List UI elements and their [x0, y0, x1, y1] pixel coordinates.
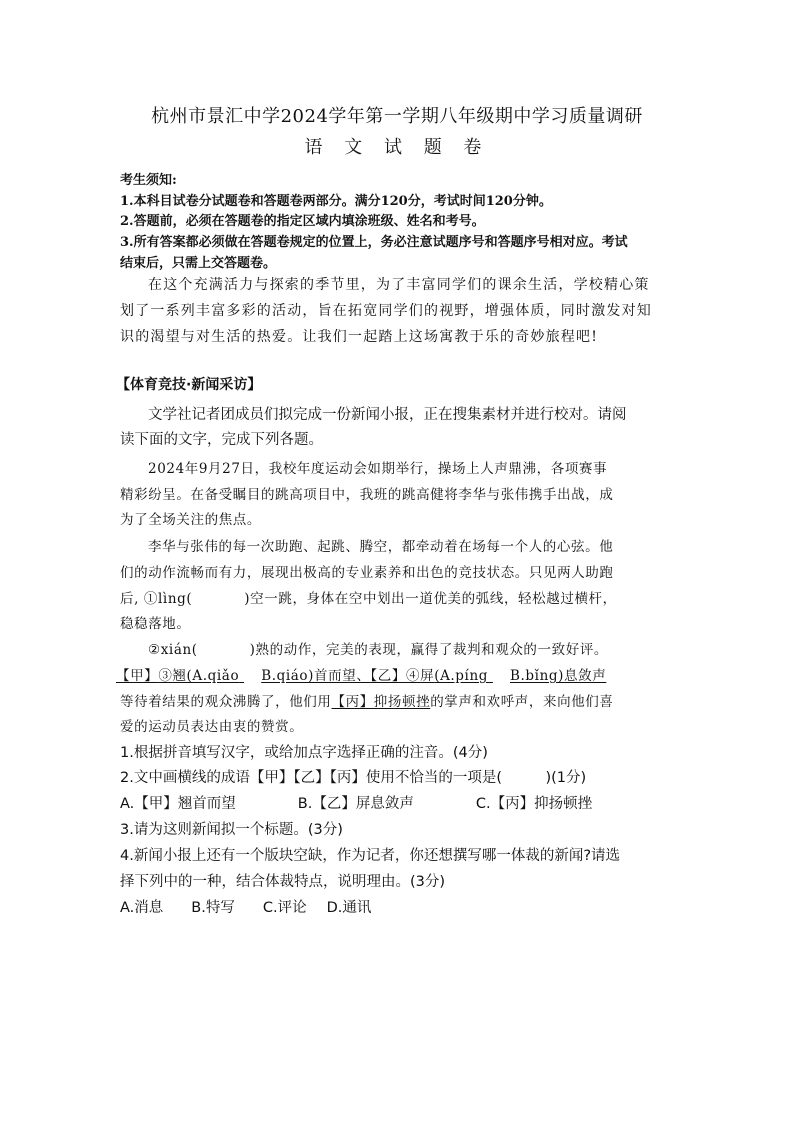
notice-heading: 考生须知: [120, 173, 177, 188]
q2-option-b[interactable]: B.【乙】屏息敛声 [297, 796, 414, 812]
question-2: 2.文中画横线的成语【甲】【乙】【丙】使用不恰当的一项是( )(1分) [120, 770, 587, 786]
article-line: 们的动作流畅而有力，展现出极高的专业素养和出色的竞技状态。只见两人助跑 [120, 565, 614, 581]
pinyin-1: lìng [158, 591, 187, 607]
article-line: 2024年9月27日，我校年度运动会如期举行，操场上人声鼎沸，各项赛事 [148, 461, 608, 477]
article-line: 后, ①lìng( )空一跳，身体在空中划出一道优美的弧线，轻松越过横杆， [120, 591, 617, 607]
question-4: 择下列中的一种，结合体裁特点，说明理由。(3分) [120, 874, 446, 890]
dotted-char-4: 屏 [420, 668, 435, 684]
q2-option-a[interactable]: A.【甲】翘首而望 [120, 796, 236, 812]
article-line [120, 690, 614, 710]
article-line: 爱的运动员表达由衷的赞赏。 [120, 719, 304, 735]
notice-item: 结束后，只需上交答题卷。 [120, 256, 277, 271]
intro-line: 划了一系列丰富多彩的活动，旨在拓宽同学们的视野，增强体质，同时激发对知 [120, 303, 652, 319]
intro-line: 在这个充满活力与探索的季节里，为了丰富同学们的课余生活，学校精心策 [148, 277, 650, 293]
article-line: ②xián( )熟的动作，完美的表现，赢得了裁判和观众的一致好评。 [148, 642, 609, 658]
notice-item: 2.答题前，必须在答题卷的指定区域内填涂班级、姓名和考号。 [120, 214, 485, 229]
idiom-yi-rest: 息敛声 [564, 668, 607, 684]
blank-number-2: ② [148, 642, 161, 658]
article-line: 为了全场关注的焦点。 [120, 512, 261, 528]
q2-option-c[interactable]: C.【丙】抑扬顿挫 [475, 796, 593, 812]
article-text: 等待着结果的观众沸腾了，他们用 [120, 694, 332, 710]
option-3a[interactable]: (A.qiǎo [186, 668, 240, 684]
section-lead: 读下面的文字，完成下列各题。 [120, 432, 323, 448]
exam-title: 杭州市景汇中学2024学年第一学期八年级期中学习质量调研 [151, 106, 643, 127]
option-4a[interactable]: (A.píng [434, 668, 489, 684]
article-line [116, 664, 606, 684]
idiom-jia-rest: 首而望、 [314, 668, 371, 684]
q4-option-b[interactable]: B.特写 [191, 900, 235, 916]
blank-number-4: ④ [405, 668, 421, 684]
q4-option-d[interactable]: D.通讯 [326, 900, 372, 916]
section-title: 【体育竞技·新闻采访】 [116, 377, 262, 393]
article-line: 李华与张伟的每一次助跑、起跳、腾空，都牵动着在场每一个人的心弦。他 [148, 539, 614, 555]
article-text: 后, [120, 591, 139, 607]
option-3b[interactable]: B.qiáo) [261, 668, 315, 684]
article-text: 熟的动作，完美的表现，赢得了裁判和观众的一致好评。 [255, 642, 609, 658]
article-line: 精彩纷呈。在备受瞩目的跳高项目中，我班的跳高健将李华与张伟携手出战，成 [120, 487, 614, 503]
notice-item: 1.本科目试卷分试题卷和答题卷两部分。满分120分，考试时间120分钟。 [120, 194, 552, 209]
question-2-options [120, 792, 592, 813]
idiom-yi-label: 【乙】 [370, 668, 406, 684]
option-4b[interactable]: B.bǐng) [510, 668, 564, 684]
intro-line: 识的渴望与对生活的热爱。让我们一起踏上这场寓教于乐的奇妙旅程吧! [120, 329, 599, 345]
idiom-bing: 【丙】抑扬顿挫 [331, 694, 431, 710]
pinyin-2: xián [160, 642, 192, 658]
article-line: 稳稳落地。 [120, 616, 191, 632]
exam-subtitle: 语 文 试 题 卷 [304, 137, 490, 158]
q4-option-a[interactable]: A.消息 [120, 900, 164, 916]
notice-item: 3.所有答案都必须做在答题卷规定的位置上，务必注意试题序号和答题序号相对应。考试 [120, 235, 628, 250]
question-4: 4.新闻小报上还有一个版块空缺，作为记者，你还想撰写哪一体裁的新闻?请选 [120, 848, 621, 864]
question-4-options [120, 896, 371, 917]
article-text: 空一跳，身体在空中划出一道优美的弧线，轻松越过横杆， [250, 591, 617, 607]
section-lead: 文学社记者团成员们拟完成一份新闻小报，正在搜集素材并进行校对。请阅 [148, 407, 627, 423]
question-3: 3.请为这则新闻拟一个标题。(3分) [120, 822, 343, 838]
idiom-jia-label: 【甲】 [116, 668, 159, 684]
blank-number-1: ① [143, 591, 159, 607]
q4-option-c[interactable]: C.评论 [262, 900, 307, 916]
article-text: 的掌声和欢呼声，来向他们喜 [430, 694, 614, 710]
question-1: 1.根据拼音填写汉字，或给加点字选择正确的注音。(4分) [120, 745, 488, 761]
dotted-char-3: 翘 [172, 668, 187, 684]
blank-number-3: ③ [158, 668, 173, 684]
